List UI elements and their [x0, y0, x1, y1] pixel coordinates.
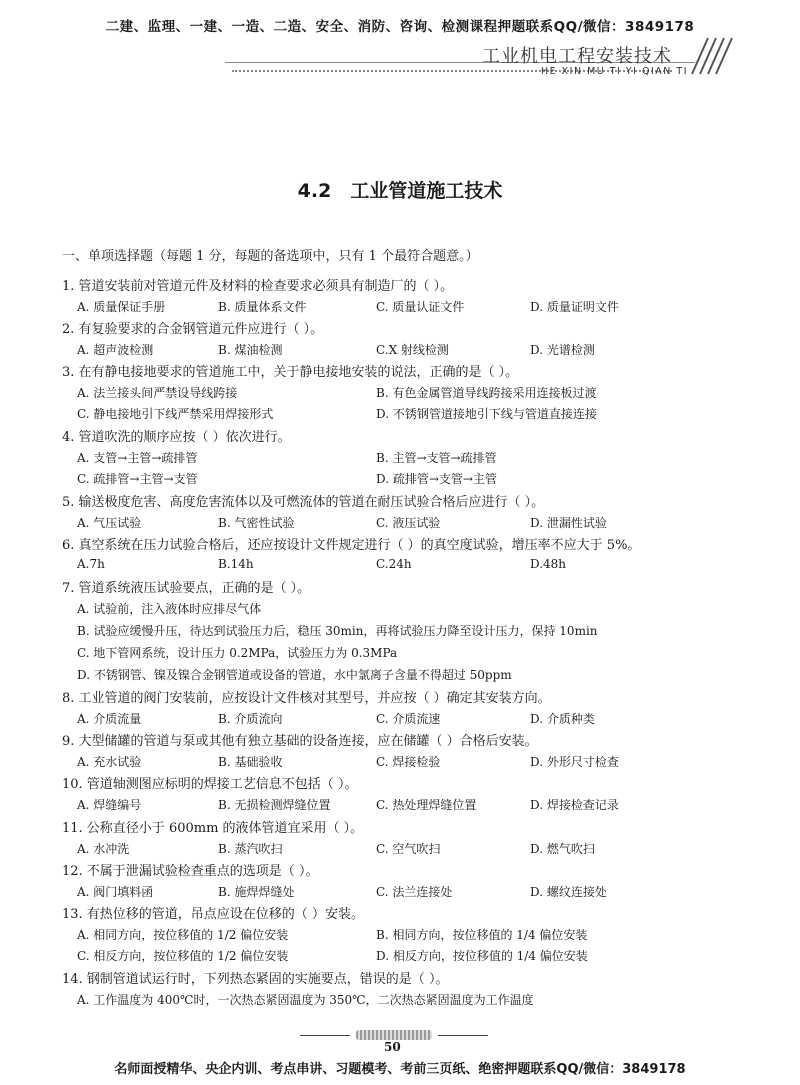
question-9-option-c: C. 焊接检验: [376, 755, 441, 769]
question-11-option-b: B. 蒸汽吹扫: [218, 842, 283, 856]
question-8-option-c: C. 介质流速: [376, 712, 441, 726]
header-stripes-decoration: [680, 36, 740, 76]
book-title-pinyin: HE XIN MU TI YI QIAN TI: [540, 66, 688, 77]
question-7-option-b: B. 试验应缓慢升压，待达到试验压力后，稳压 30min，再将试验压力降至设计压力，保持 10min: [77, 624, 598, 638]
top-banner: 二建、监理、一建、一造、二造、安全、消防、咨询、检测课程押题联系QQ/微信：3849178: [105, 19, 695, 35]
question-1-option-b: B. 质量体系文件: [218, 300, 307, 314]
question-2-option-b: B. 煤油检测: [218, 343, 283, 357]
question-2-stem: 2. 有复验要求的合金钢管道元件应进行（ ）。: [62, 322, 324, 337]
question-4-option-c: C. 疏排管→主管→支管: [77, 472, 198, 486]
question-8-option-d: D. 介质种类: [530, 712, 595, 726]
question-3-option-c: C. 静电接地引下线严禁采用焊接形式: [77, 407, 274, 421]
question-7-option-d: D. 不锈钢管、镍及镍合金钢管道或设备的管道，水中氯离子含量不得超过 50ppm: [77, 668, 512, 682]
question-8-stem: 8. 工业管道的阀门安装前，应按设计文件核对其型号，并应按（ ）确定其安装方向。: [62, 691, 551, 706]
question-2-option-a: A. 超声波检测: [77, 343, 154, 357]
question-7-option-a: A. 试验前，注入液体时应排尽气体: [77, 602, 262, 616]
question-13-option-c: C. 相反方向，按位移值的 1/2 偏位安装: [77, 949, 289, 963]
question-9-stem: 9. 大型储罐的管道与泵或其他有独立基础的设备连接，应在储罐（ ）合格后安装。: [62, 734, 538, 749]
question-11-stem: 11. 公称直径小于 600mm 的液体管道宜采用（ ）。: [62, 821, 364, 836]
question-2-option-d: D. 光谱检测: [530, 343, 595, 357]
question-10-stem: 10. 管道轴测图应标明的焊接工艺信息不包括（ ）。: [62, 777, 358, 792]
question-14-option-a: A. 工作温度为 400℃时，一次热态紧固温度为 350℃，二次热态紧固温度为工作温度: [77, 993, 534, 1007]
question-5-option-d: D. 泄漏性试验: [530, 516, 607, 530]
question-1-option-c: C. 质量认证文件: [376, 300, 465, 314]
question-9-option-d: D. 外形尺寸检查: [530, 755, 619, 769]
question-5-option-b: B. 气密性试验: [218, 516, 295, 530]
question-12-option-a: A. 阀门填料函: [77, 885, 154, 899]
question-3-option-a: A. 法兰接头间严禁设导线跨接: [77, 386, 238, 400]
question-3-option-d: D. 不锈钢管道接地引下线与管道直接连接: [376, 407, 597, 421]
chapter-title: 4.2 工业管道施工技术: [297, 180, 503, 202]
question-2-option-c: C.X 射线检测: [376, 343, 449, 357]
question-4-option-b: B. 主管→支管→疏排管: [376, 451, 497, 465]
footer-rule-left: [300, 1035, 350, 1036]
question-1-stem: 1. 管道安装前对管道元件及材料的检查要求必须具有制造厂的（ ）。: [62, 279, 454, 294]
question-6-option-c: C.24h: [376, 557, 412, 571]
question-4-stem: 4. 管道吹洗的顺序应按（ ）依次进行。: [62, 430, 291, 445]
question-10-option-d: D. 焊接检查记录: [530, 798, 619, 812]
page-number: 50: [384, 1040, 401, 1054]
question-8-option-b: B. 介质流向: [218, 712, 283, 726]
question-5-option-c: C. 液压试验: [376, 516, 441, 530]
question-12-option-c: C. 法兰连接处: [376, 885, 453, 899]
page-number-decoration: [356, 1030, 432, 1040]
question-14-stem: 14. 钢制管道试运行时，下列热态紧固的实施要点，错误的是（ ）。: [62, 972, 449, 987]
question-5-stem: 5. 输送极度危害、高度危害流体以及可燃流体的管道在耐压试验合格后应进行（ ）。: [62, 495, 545, 510]
question-11-option-a: A. 水冲洗: [77, 842, 130, 856]
question-7-option-c: C. 地下管网系统，设计压力 0.2MPa，试验压力为 0.3MPa: [77, 646, 398, 660]
question-4-option-d: D. 疏排管→支管→主管: [376, 472, 497, 486]
question-11-option-c: C. 空气吹扫: [376, 842, 441, 856]
question-9-option-b: B. 基础验收: [218, 755, 283, 769]
footer-rule-right: [438, 1035, 488, 1036]
section-title: 一、单项选择题（每题 1 分，每题的备选项中，只有 1 个最符合题意。）: [62, 249, 479, 264]
question-12-option-b: B. 施焊焊缝处: [218, 885, 295, 899]
question-6-option-a: A.7h: [77, 557, 105, 571]
question-1-option-a: A. 质量保证手册: [77, 300, 166, 314]
question-8-option-a: A. 介质流量: [77, 712, 142, 726]
question-6-option-d: D.48h: [530, 557, 567, 571]
bottom-banner: 名师面授精华、央企内训、考点串讲、习题模考、考前三页纸、绝密押题联系QQ/微信：3849178: [114, 1062, 686, 1077]
question-10-option-c: C. 热处理焊缝位置: [376, 798, 477, 812]
book-title: 工业机电工程安装技术: [482, 46, 672, 67]
question-10-option-a: A. 焊缝编号: [77, 798, 142, 812]
question-10-option-b: B. 无损检测焊缝位置: [218, 798, 331, 812]
question-6-stem: 6. 真空系统在压力试验合格后，还应按设计文件规定进行（ ）的真空度试验，增压率不应大于 5%。: [62, 538, 641, 553]
question-12-option-d: D. 螺纹连接处: [530, 885, 607, 899]
question-9-option-a: A. 充水试验: [77, 755, 142, 769]
question-1-option-d: D. 质量证明文件: [530, 300, 619, 314]
question-7-stem: 7. 管道系统液压试验要点，正确的是（ ）。: [62, 581, 311, 596]
question-11-option-d: D. 燃气吹扫: [530, 842, 595, 856]
question-13-option-a: A. 相同方向，按位移值的 1/2 偏位安装: [77, 928, 289, 942]
question-3-stem: 3. 在有静电接地要求的管道施工中，关于静电接地安装的说法，正确的是（ ）。: [62, 365, 519, 380]
question-6-option-b: B.14h: [218, 557, 254, 571]
question-13-option-b: B. 相同方向，按位移值的 1/4 偏位安装: [376, 928, 588, 942]
question-5-option-a: A. 气压试验: [77, 516, 142, 530]
question-3-option-b: B. 有色金属管道导线跨接采用连接板过渡: [376, 386, 597, 400]
question-13-option-d: D. 相反方向，按位移值的 1/4 偏位安装: [376, 949, 588, 963]
question-13-stem: 13. 有热位移的管道，吊点应设在位移的（ ）安装。: [62, 907, 364, 922]
question-12-stem: 12. 不属于泄漏试验检查重点的选项是（ ）。: [62, 864, 319, 879]
question-4-option-a: A. 支管→主管→疏排管: [77, 451, 198, 465]
